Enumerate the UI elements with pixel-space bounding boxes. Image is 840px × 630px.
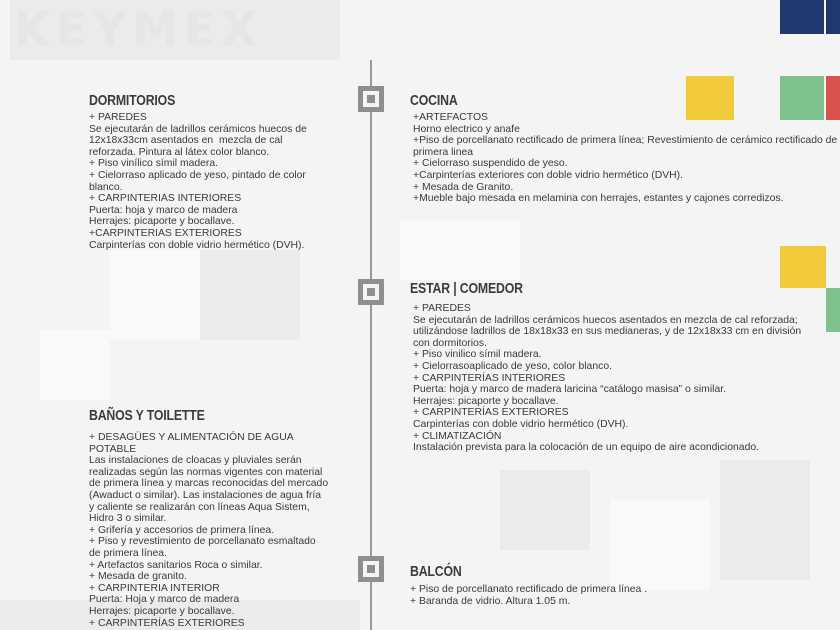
text-line: +Mueble bajo mesada en melamina con herrajes, estantes y cajones corredizos. xyxy=(413,193,784,205)
text-line: Puerta: hoja y marco de madera xyxy=(89,204,238,216)
section-body xyxy=(89,112,349,251)
section-estar-comedor xyxy=(410,280,810,454)
section-title: BALCÓN xyxy=(410,563,462,580)
navy-square xyxy=(780,0,824,34)
text-line: de primera línea y marcas reconocidas del mercado xyxy=(89,478,329,490)
text-line: Las instalaciones de cloacas y pluviales serán xyxy=(89,455,302,467)
section-cocina xyxy=(410,92,838,205)
bg-tile xyxy=(400,220,520,280)
text-line: + PAREDES xyxy=(89,112,147,123)
text-line: + Piso de porcellanato rectificado de primera línea . xyxy=(410,584,648,595)
text-line: Horno electrico y anafe xyxy=(413,123,520,135)
text-line: + CARPINTERÍAS INTERIORES xyxy=(413,372,566,384)
timeline-node xyxy=(358,556,384,582)
text-line: + PAREDES xyxy=(413,303,471,314)
bg-tile xyxy=(720,460,810,580)
section-banos xyxy=(89,407,349,629)
section-title: COCINA xyxy=(410,92,458,109)
text-line: + Piso vinílico símil madera. xyxy=(89,158,219,170)
text-line: primera linea xyxy=(413,146,474,158)
bg-tile xyxy=(500,470,590,550)
bg-tile xyxy=(40,330,110,400)
text-line: + CARPINTERÍAS EXTERIORES xyxy=(89,617,245,629)
section-title: DORMITORIOS xyxy=(89,92,176,109)
bg-tile xyxy=(110,250,200,340)
timeline-node xyxy=(358,86,384,112)
text-line: +ARTEFACTOS xyxy=(413,112,488,123)
text-line: + CARPINTERÍAS EXTERIORES xyxy=(413,407,569,419)
text-line: de primera línea. xyxy=(89,547,167,559)
text-line: utilizándose ladrillos de 18x18x33 en sus medianeras, y de 12x18x33 cm en división xyxy=(413,326,802,338)
text-line: + Cielorraso aplicado de yeso, pintado de color xyxy=(89,169,306,181)
text-line: POTABLE xyxy=(89,443,137,455)
text-line: Puerta: hoja y marco de madera laricina “catálogo masisa” o similar. xyxy=(413,384,727,396)
text-line: con dormitorios. xyxy=(413,337,487,349)
text-line: + Mesada de granito. xyxy=(89,571,187,583)
text-line: Carpinterías con doble vidrio hermético (DVH). xyxy=(413,418,629,430)
text-line: (Awaduct o similar). Las instalaciones de agua fría xyxy=(89,489,321,501)
text-line: + CARPINTERIA INTERIOR xyxy=(89,582,220,594)
text-line: + Cielorrasoaplicado de yeso, color blanco. xyxy=(413,360,612,372)
text-line: Herrajes: picaporte y bocallave. xyxy=(413,395,559,407)
section-body xyxy=(89,432,349,629)
section-body xyxy=(410,303,810,454)
green-square xyxy=(826,288,840,332)
text-line: + Baranda de vidrio. Altura 1.05 m. xyxy=(410,595,571,607)
text-line: + CARPINTERIAS INTERIORES xyxy=(89,193,242,205)
text-line: Herrajes: picaporte y bocallave. xyxy=(89,216,235,228)
text-line: + Artefactos sanitarios Roca o similar. xyxy=(89,559,263,571)
section-dormitorios xyxy=(89,92,349,251)
section-title: ESTAR | COMEDOR xyxy=(410,280,523,297)
navy-square xyxy=(826,0,840,34)
text-line: + DESAGÜES Y ALIMENTACIÓN DE AGUA xyxy=(89,432,294,443)
brand-watermark: KEYMEX xyxy=(14,2,264,56)
text-line: + Cielorraso suspendido de yeso. xyxy=(413,158,568,170)
text-line: y caliente se realizarán con líneas Aqua Sistem, xyxy=(89,501,310,513)
text-line: + CLIMATIZACIÓN xyxy=(413,430,502,442)
timeline-line xyxy=(370,60,372,630)
text-line: + Grifería y accesorios de primera línea. xyxy=(89,524,275,536)
section-body xyxy=(410,112,838,205)
text-line: Carpinterías con doble vidrio hermético (DVH). xyxy=(89,239,305,251)
text-line: Puerta: Hoja y marco de madera xyxy=(89,594,240,606)
text-line: Se ejecutarán de ladrillos cerámicos huecos asentados en mezcla de cal reforzada; xyxy=(413,314,798,326)
section-balcon xyxy=(410,563,810,607)
text-line: + Piso y revestimiento de porcellanato esmaltado xyxy=(89,536,316,548)
text-line: Instalación prevista para la colocación de un equipo de aire acondicionado. xyxy=(413,442,760,454)
section-title: BAÑOS Y TOILETTE xyxy=(89,407,205,424)
text-line: + Piso vinilico símil madera. xyxy=(413,349,542,361)
text-line: Herrajes: picaporte y bocallave. xyxy=(89,605,235,617)
text-line: reforzada. Pintura al látex color blanco. xyxy=(89,146,270,158)
text-line: +Carpinterías exteriores con doble vidrio hermético (DVH). xyxy=(413,169,683,181)
bg-tile xyxy=(200,250,300,340)
text-line: realizadas según las normas vigentes con material xyxy=(89,466,323,478)
text-line: + Mesada de Granito. xyxy=(413,181,514,193)
timeline-node xyxy=(358,279,384,305)
text-line: Hidro 3 o similar. xyxy=(89,513,167,525)
text-line: Se ejecutarán de ladrillos cerámicos huecos de xyxy=(89,123,307,135)
text-line: +CARPINTERIAS EXTERIORES xyxy=(89,227,242,239)
text-line: +Piso de porcellanato rectificado de primera línea; Revestimiento de cerámico rectificado de xyxy=(413,135,838,147)
text-line: 12x18x33cm asentados en mezcla de cal xyxy=(89,135,283,147)
text-line: blanco. xyxy=(89,181,123,193)
section-body xyxy=(410,584,810,607)
